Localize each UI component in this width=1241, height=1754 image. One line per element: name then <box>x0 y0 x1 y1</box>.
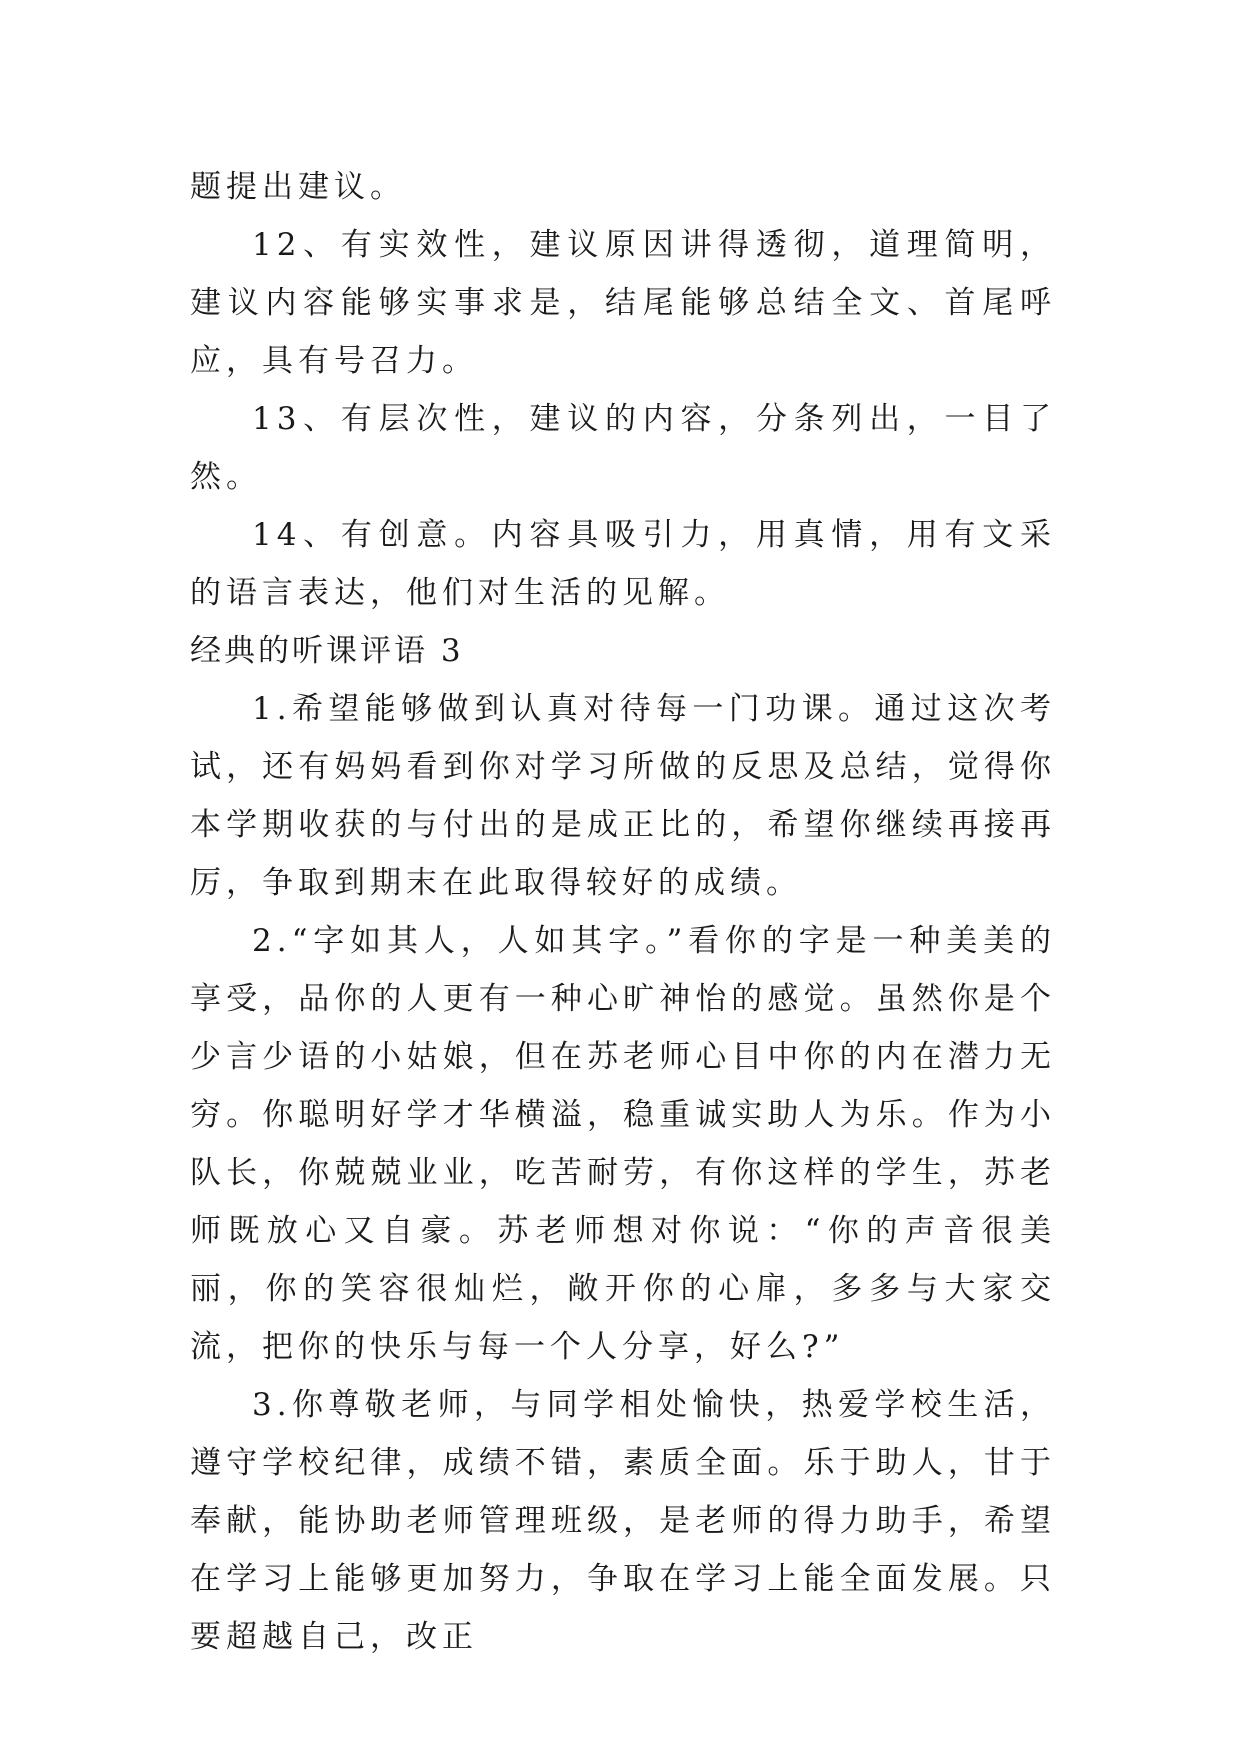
paragraph-item-12: 12、有实效性，建议原因讲得透彻，道理简明，建议内容能够实事求是，结尾能够总结全文、首尾呼应，具有号召力。 <box>190 227 1056 379</box>
comment-paragraph-2: 2.“字如其人，人如其字。”看你的字是一种美美的享受，品你的人更有一种心旷神怡的感觉。虽然你是个少言少语的小姑娘，但在苏老师心目中你的内在潜力无穷。你聪明好学才华横溢，稳重诚实助人为乐。作为小队长，你兢兢业业，吃苦耐劳，有你这样的学生，苏老师既放心又自豪。苏老师想对你说：“你的声音很美丽，你的笑容很灿烂，敞开你的心扉，多多与大家交流，把你的快乐与每一个人分享，好么?” <box>190 923 1056 1365</box>
comment-paragraph-3: 3.你尊敬老师，与同学相处愉快，热爱学校生活，遵守学校纪律，成绩不错，素质全面。乐于助人，甘于奉献，能协助老师管理班级，是老师的得力助手，希望在学习上能够更加努力，争取在学习上能全面发展。只要超越自己，改正 <box>190 1387 1056 1655</box>
paragraph-item-14: 14、有创意。内容具吸引力，用真情，用有文采的语言表达，他们对生活的见解。 <box>190 517 1056 611</box>
document-body <box>190 158 1056 1666</box>
paragraph-continuation: 题提出建议。 <box>190 169 406 205</box>
comment-paragraph-1: 1.希望能够做到认真对待每一门功课。通过这次考试，还有妈妈看到你对学习所做的反思及总结，觉得你本学期收获的与付出的是成正比的，希望你继续再接再厉，争取到期末在此取得较好的成绩。 <box>190 691 1056 901</box>
paragraph-item-13: 13、有层次性，建议的内容，分条列出，一目了然。 <box>190 401 1056 495</box>
section-heading: 经典的听课评语 3 <box>190 633 464 669</box>
